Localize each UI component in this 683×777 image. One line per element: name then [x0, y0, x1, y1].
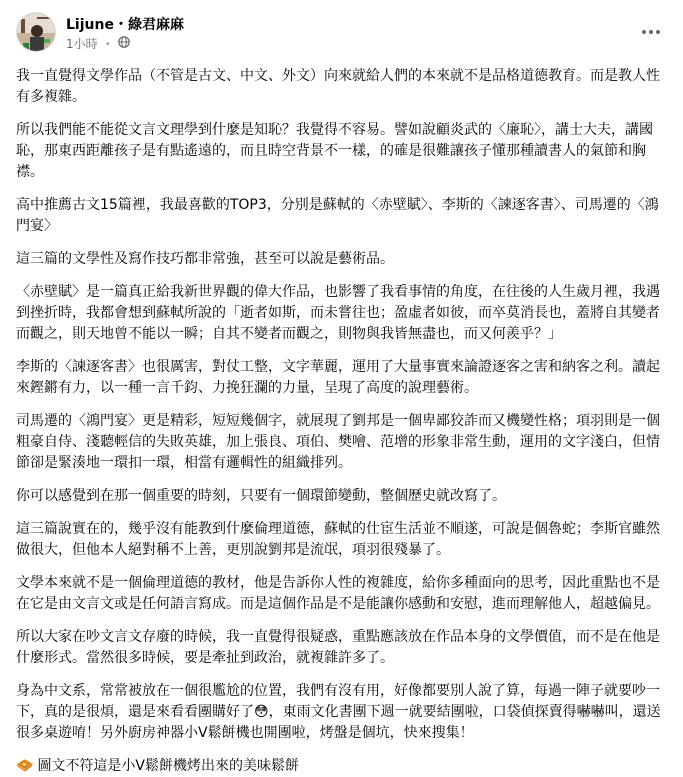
post-paragraph: 你可以感覺到在那一個重要的時刻，只要有一個環節變動，整個歷史就改寫了。	[16, 488, 506, 504]
footer-text: 圖文不符這是小V鬆餅機烤出來的美味鬆餅	[37, 758, 300, 774]
post-paragraph: 所以大家在吵文言文存廢的時候，我一直覺得很疑惑，重點應該放在作品本身的文學價值，而不是在他是什麼形式。當然很多時候，要是牽扯到政治，就複雜許多了。	[16, 629, 660, 666]
post-meta	[66, 35, 130, 52]
more-dot	[642, 30, 646, 34]
post-paragraph: 這三篇說實在的，幾乎沒有能教到什麼倫理道德，蘇軾的仕宦生活並不順遂，可說是個魯蛇；李斯官雖然做很大，但他本人絕對稱不上善，更別說劉邦是流氓，項羽很殘暴了。	[16, 521, 660, 558]
more-dot	[656, 30, 660, 34]
globe-icon	[118, 36, 130, 51]
post-paragraph: 〈赤壁賦〉是一篇真正給我新世界觀的偉大作品，也影響了我看事情的角度，在往後的人生歲月裡，我遇到挫折時，我都會想到蘇軾所說的「逝者如斯，而未嘗往也；盈虛者如彼，而卒莫消長也，蓋將自其變者而觀之，則天地曾不能以一瞬；自其不變者而觀之，則物與我皆無盡也，而又何羨乎？」	[16, 284, 660, 342]
post-time[interactable]: 1小時	[66, 37, 98, 51]
post-header	[16, 12, 667, 56]
waffle-emoji: 🧇	[16, 758, 34, 774]
more-dot	[649, 30, 653, 34]
post-paragraph: 李斯的〈諫逐客書〉也很厲害，對仗工整，文字華麗，運用了大量事實來論證逐客之害和納客之利。讀起來鏗鏘有力，以一種一言千鈞、力挽狂瀾的力量，呈現了高度的說理藝術。	[16, 359, 660, 396]
author-name[interactable]: Lijune・綠君麻麻	[66, 17, 184, 33]
post-footer-line	[16, 756, 665, 777]
post-paragraph: 所以我們能不能從文言文理學到什麼是知恥？我覺得不容易。譬如說顧炎武的〈廉恥〉，講士大夫，講國恥，那東西距離孩子是有點遙遠的，而且時空背景不一樣，的確是很難讓孩子懂那種讀書人的氣節和胸襟。	[16, 122, 653, 180]
more-options-icon[interactable]	[637, 20, 665, 44]
post-paragraph: 身為中文系，常常被放在一個很尷尬的位置，我們有沒有用，好像都要別人說了算，每過一陣子就要吵一下，真的是很煩，還是來看看團購好了😳，東雨文化書團下週一就要結團啦，口袋偵探賣得嚇嚇叫，還送很多桌遊唷！另外廚房神器小V鬆餅機也開團啦，烤盤是個坑，快來搜集！	[16, 683, 661, 741]
author-avatar[interactable]	[16, 12, 56, 52]
post-paragraph: 司馬遷的〈鴻門宴〉更是精彩，短短幾個字，就展現了劉邦是一個卑鄙狡詐而又機變性格；項羽則是一個粗豪自侍、淺聽輕信的失敗英雄，加上張良、項伯、樊噲、范增的形象非常生動，運用的文字淺白，但情節卻是緊湊地一環扣一環，相當有邏輯性的組織排列。	[16, 413, 660, 471]
post-paragraph: 文學本來就不是一個倫理道德的教材，他是告訴你人性的複雜度，給你多種面向的思考，因此重點也不是在它是由文言文或是任何語言寫成。而是這個作品是不是能讓你感動和安慰，進而理解他人，超越偏見。	[16, 575, 660, 612]
post-paragraph: 高中推薦古文15篇裡，我最喜歡的TOP3，分別是蘇軾的〈赤壁賦〉、李斯的〈諫逐客書〉、司馬遷的〈鴻門宴〉	[16, 197, 659, 234]
time-separator: ・	[101, 37, 114, 51]
post-paragraph: 我一直覺得文學作品（不管是古文、中文、外文）向來就給人們的本來就不是品格道德教育。而是教人性有多複雜。	[16, 68, 660, 105]
avatar-image	[17, 13, 56, 52]
post-body	[16, 66, 665, 777]
post-paragraph: 這三篇的文學性及寫作技巧都非常強，甚至可以說是藝術品。	[16, 251, 394, 267]
